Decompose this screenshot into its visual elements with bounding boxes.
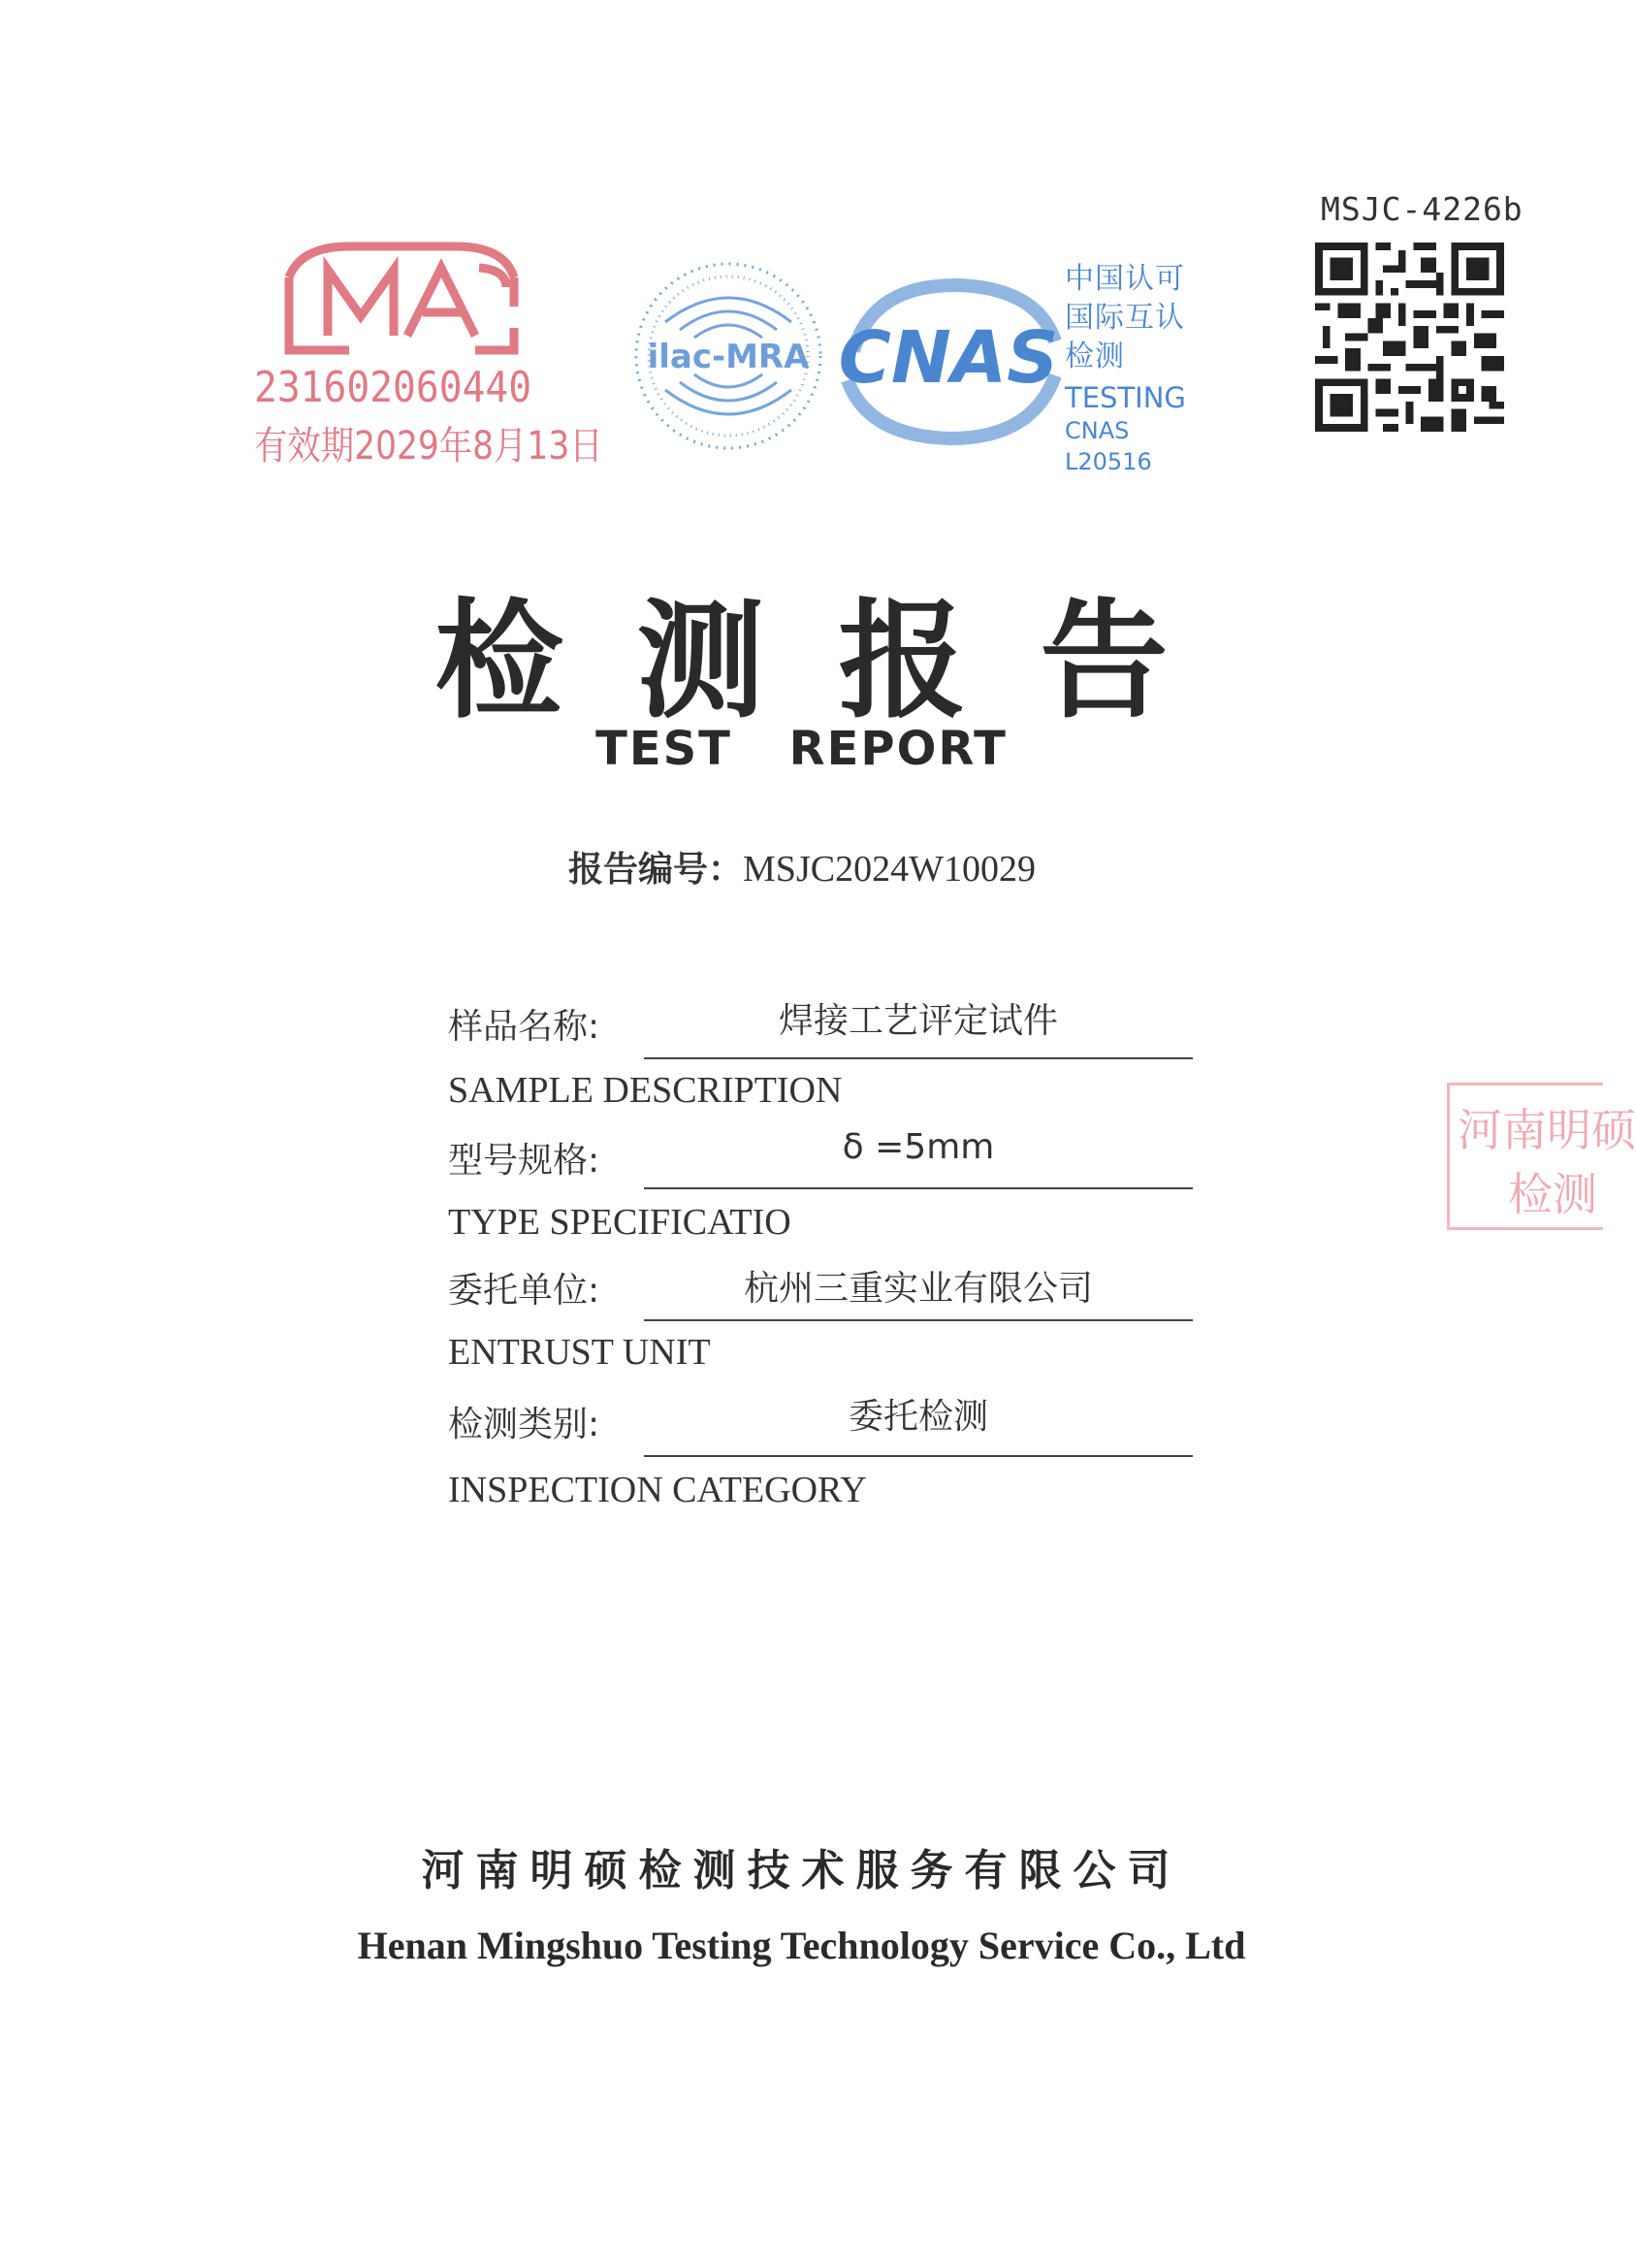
cma-number: 231602060440 xyxy=(254,363,532,412)
report-title-en: TEST REPORT xyxy=(595,722,1008,776)
side-seal-stamp xyxy=(1447,1083,1636,1230)
inspection-category-en: INSPECTION CATEGORY xyxy=(448,1470,867,1510)
cnas-en: TESTING xyxy=(1065,381,1186,414)
cnas-logo-icon xyxy=(834,274,1063,448)
report-number-label: 报告编号： xyxy=(568,850,744,890)
type-spec-en: TYPE SPECIFICATIO xyxy=(448,1202,791,1243)
document-code: MSJC-4226b xyxy=(1321,190,1524,228)
type-spec-value: δ =5mm xyxy=(842,1127,995,1167)
entrust-unit-label: 委托单位: xyxy=(448,1271,600,1311)
inspection-category-value: 委托检测 xyxy=(848,1397,988,1437)
inspection-category-label: 检测类别: xyxy=(448,1405,600,1444)
entrust-unit-underline xyxy=(644,1319,1193,1321)
sample-name-value: 焊接工艺评定试件 xyxy=(778,1001,1058,1041)
entrust-unit-value: 杭州三重实业有限公司 xyxy=(743,1269,1093,1309)
cma-logo-icon xyxy=(281,239,522,361)
sample-name-underline xyxy=(644,1057,1193,1059)
qr-code-icon xyxy=(1315,243,1504,432)
svg-text:CNAS: CNAS xyxy=(838,316,1059,400)
inspection-category-underline xyxy=(644,1455,1193,1457)
report-title-cn: 检测报告 xyxy=(434,586,1242,736)
report-number-value: MSJC2024W10029 xyxy=(743,849,1036,890)
type-spec-underline xyxy=(644,1187,1193,1189)
sample-name-en: SAMPLE DESCRIPTION xyxy=(448,1070,843,1111)
cma-validity: 有效期2029年8月13日 xyxy=(254,424,603,469)
company-name-cn: 河南明硕检测技术服务有限公司 xyxy=(421,1846,1182,1895)
type-spec-label: 型号规格: xyxy=(448,1141,600,1181)
company-name-en: Henan Mingshuo Testing Technology Service Co., Ltd xyxy=(357,1924,1246,1967)
sample-name-label: 样品名称: xyxy=(448,1007,600,1047)
cnas-cn-line1: 中国认可 xyxy=(1065,262,1185,296)
cnas-cn-line3: 检测 xyxy=(1065,340,1125,373)
cnas-caption xyxy=(1065,260,1210,477)
side-seal-line2: 检测 xyxy=(1508,1168,1597,1220)
cnas-cn-line2: 国际互认 xyxy=(1065,301,1185,335)
cnas-code: CNAS L20516 xyxy=(1065,417,1152,475)
side-seal-line1: 河南明硕 xyxy=(1458,1104,1636,1156)
svg-text:ilac-MRA: ilac-MRA xyxy=(647,338,810,376)
cma-stamp xyxy=(254,239,603,471)
report-number xyxy=(568,842,1036,891)
entrust-unit-en: ENTRUST UNIT xyxy=(448,1332,711,1373)
ilac-mra-icon xyxy=(626,254,830,458)
